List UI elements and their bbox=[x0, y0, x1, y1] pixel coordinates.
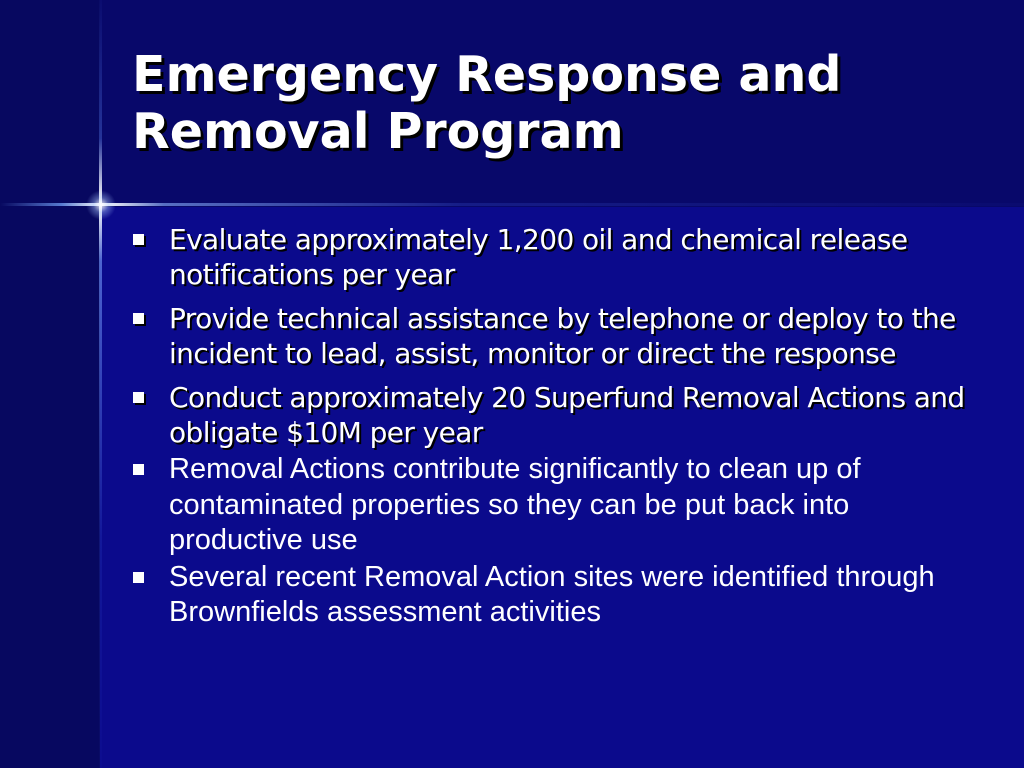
square-bullet-icon bbox=[133, 313, 144, 324]
bullet-text: Conduct approximately 20 Superfund Removal Actions and obligate $10M per year bbox=[169, 381, 965, 449]
square-bullet-icon bbox=[133, 464, 144, 475]
left-accent-band bbox=[0, 0, 100, 768]
bullet-item bbox=[124, 380, 984, 450]
square-bullet-icon bbox=[133, 392, 144, 403]
bullet-list bbox=[124, 222, 984, 632]
horizontal-glow-line bbox=[0, 203, 1024, 206]
bullet-item bbox=[124, 452, 984, 559]
bullet-item bbox=[124, 560, 984, 631]
sparkle-decoration bbox=[86, 190, 116, 220]
bullet-text: Removal Actions contribute significantly to clean up of contaminated properties so they can be put back into productive use bbox=[169, 453, 861, 556]
square-bullet-icon bbox=[133, 572, 144, 583]
square-bullet-icon bbox=[133, 234, 144, 245]
bullet-text: Provide technical assistance by telephone or deploy to the incident to lead, assist, monitor or direct the response bbox=[169, 302, 956, 370]
bullet-text: Several recent Removal Action sites were identified through Brownfields assessment activities bbox=[169, 560, 935, 628]
slide-title: Emergency Response and Removal Program bbox=[132, 46, 842, 160]
bullet-text: Evaluate approximately 1,200 oil and chemical release notifications per year bbox=[169, 223, 908, 291]
vertical-glow-line bbox=[99, 0, 102, 768]
bullet-item bbox=[124, 301, 984, 371]
bullet-item bbox=[124, 222, 984, 292]
